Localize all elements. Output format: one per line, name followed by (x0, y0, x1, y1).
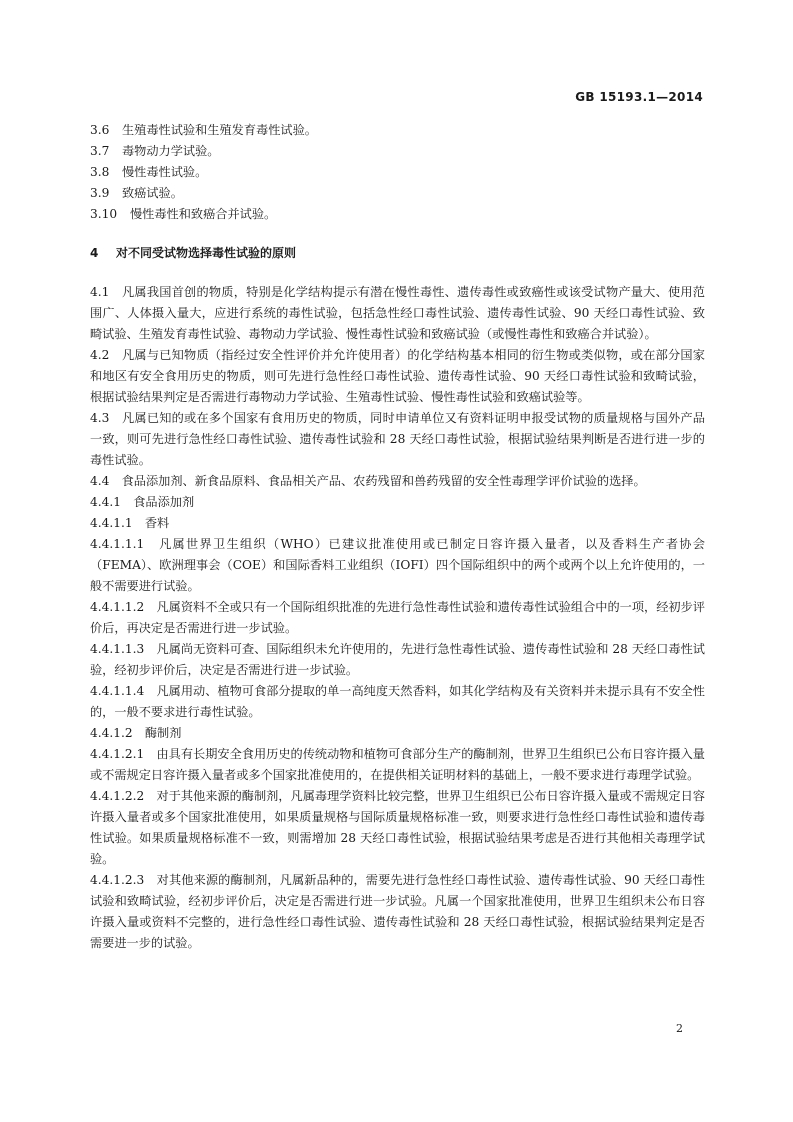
paragraph-4-4-1-2-1: 4.4.1.2.1 由具有长期安全食用历史的传统动物和植物可食部分生产的酶制剂，世界卫生组织已公布日容许摄入量或不需规定日容许摄入量者或多个国家批准使用的，在提供相关证明材料的基础上，一般不要求进行毒理学试验。 (90, 747, 705, 782)
paragraph-4-1: 4.1 凡属我国首创的物质，特别是化学结构提示有潜在慢性毒性、遗传毒性或致癌性或该受试物产量大、使用范围广、人体摄入量大，应进行系统的毒性试验，包括急性经口毒性试验、遗传毒性试验、90 天经口毒性试验、致畸试验、生殖发育毒性试验、毒物动力学试验、慢性毒性试验和致癌试验（或慢性毒性和致癌合并试验）。 (90, 285, 705, 341)
paragraph-4-2: 4.2 凡属与已知物质（指经过安全性评价并允许使用者）的化学结构基本相同的衍生物或类似物，或在部分国家和地区有安全食用历史的物质，则可先进行急性经口毒性试验、遗传毒性试验、90 天经口毒性试验和致畸试验，根据试验结果判定是否需进行毒物动力学试验、生殖毒性试验、慢性毒性试验和致癌试验等。 (90, 348, 705, 404)
paragraph-4-4-1-1-4: 4.4.1.1.4 凡属用动、植物可食部分提取的单一高纯度天然香料，如其化学结构及有关资料并未提示具有不安全性的，一般不要求进行毒性试验。 (90, 684, 705, 719)
heading-4-4-1: 4.4.1 食品添加剂 (90, 495, 195, 509)
list-item: 3.6 生殖毒性试验和生殖发育毒性试验。 (90, 123, 317, 137)
document-body (90, 120, 705, 954)
section-heading: 4 对不同受试物选择毒性试验的原则 (90, 246, 297, 260)
list-item: 3.7 毒物动力学试验。 (90, 144, 220, 158)
paragraph-4-4-1-2-3: 4.4.1.2.3 对其他来源的酶制剂，凡属新品种的，需要先进行急性经口毒性试验、遗传毒性试验、90 天经口毒性试验和致畸试验，经初步评价后，决定是否需进行进一步试验。凡属一个国家批准使用，世界卫生组织未公布日容许摄入量或资料不完整的，进行急性经口毒性试验、遗传毒性试验和 28 天经口毒性试验，根据试验结果判定是否需要进一步的试验。 (90, 873, 705, 950)
heading-4-4-1-1: 4.4.1.1 香料 (90, 516, 170, 530)
page-number: 2 (676, 1022, 683, 1035)
paragraph-4-4: 4.4 食品添加剂、新食品原料、食品相关产品、农药残留和兽药残留的安全性毒理学评价试验的选择。 (90, 474, 646, 488)
list-item: 3.10 慢性毒性和致癌合并试验。 (90, 207, 277, 221)
heading-4-4-1-2: 4.4.1.2 酶制剂 (90, 726, 182, 740)
list-item: 3.8 慢性毒性试验。 (90, 165, 208, 179)
list-item: 3.9 致癌试验。 (90, 186, 183, 200)
paragraph-4-4-1-1-1: 4.4.1.1.1 凡属世界卫生组织（WHO）已建议批准使用或已制定日容许摄入量者，以及香料生产者协会（FEMA）、欧洲理事会（COE）和国际香料工业组织（IOFI）四个国际组织中的两个或两个以上允许使用的，一般不需要进行试验。 (90, 537, 705, 593)
paragraph-4-3: 4.3 凡属已知的或在多个国家有食用历史的物质，同时申请单位又有资料证明申报受试物的质量规格与国外产品一致，则可先进行急性经口毒性试验、遗传毒性试验和 28 天经口毒性试验，根据试验结果判断是否进行进一步的毒性试验。 (90, 411, 705, 467)
paragraph-4-4-1-2-2: 4.4.1.2.2 对于其他来源的酶制剂，凡属毒理学资料比较完整，世界卫生组织已公布日容许摄入量或不需规定日容许摄入量者或多个国家批准使用，如果质量规格与国际质量规格标准一致，则要求进行急性经口毒性试验和遗传毒性试验。如果质量规格标准不一致，则需增加 28 天经口毒性试验，根据试验结果考虑是否进行其他相关毒理学试验。 (90, 789, 705, 866)
paragraph-4-4-1-1-3: 4.4.1.1.3 凡属尚无资料可查、国际组织未允许使用的，先进行急性毒性试验、遗传毒性试验和 28 天经口毒性试验，经初步评价后，决定是否需进行进一步试验。 (90, 642, 705, 677)
paragraph-4-4-1-1-2: 4.4.1.1.2 凡属资料不全或只有一个国际组织批准的先进行急性毒性试验和遗传毒性试验组合中的一项，经初步评价后，再决定是否需进行进一步试验。 (90, 600, 705, 635)
standard-code: GB 15193.1—2014 (575, 90, 703, 104)
